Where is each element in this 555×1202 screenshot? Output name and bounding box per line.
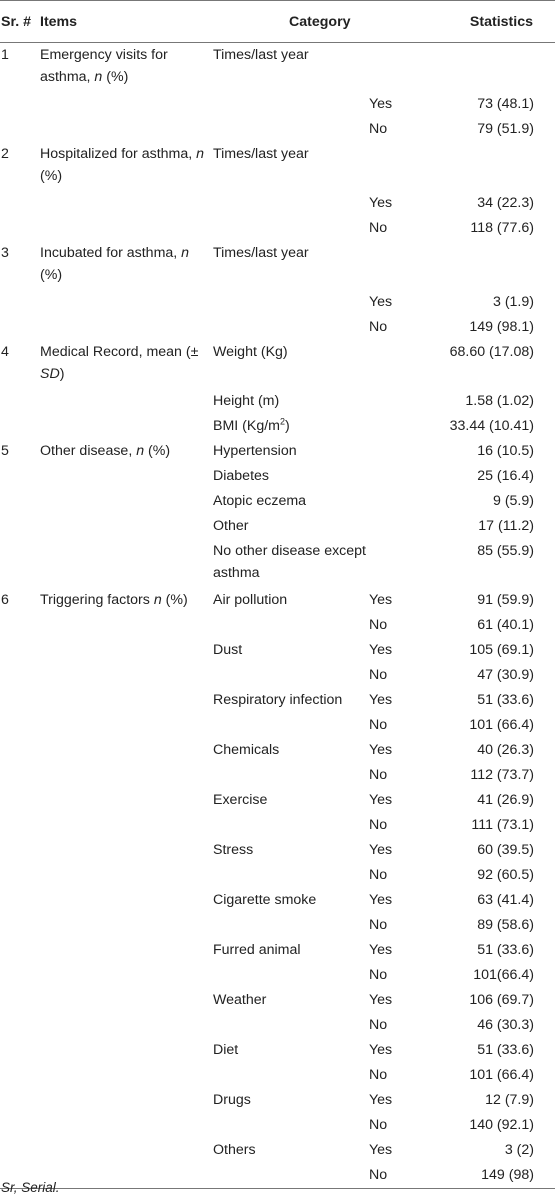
table-row — [0, 439, 555, 464]
table-row — [0, 1038, 555, 1063]
cell-sr — [0, 738, 40, 763]
cell-statistic: 101 (66.4) — [469, 717, 534, 733]
cell-category — [212, 1063, 369, 1088]
cell-response — [369, 439, 436, 464]
cell-sr — [0, 1013, 40, 1038]
cell-item — [40, 938, 212, 963]
cell-response: Yes — [369, 1142, 393, 1158]
cell-category — [212, 241, 369, 290]
item-label: Medical Record, mean (± — [40, 344, 199, 360]
cell-statistic: 3 (2) — [504, 1142, 534, 1158]
cell-response: No — [369, 917, 388, 933]
cell-category — [212, 938, 369, 963]
cell-statistic: 41 (26.9) — [477, 792, 534, 808]
table-row — [0, 913, 555, 938]
cell-response: No — [369, 717, 388, 733]
table-row — [0, 938, 555, 963]
table-row — [0, 489, 555, 514]
cell-category — [212, 838, 369, 863]
cell-statistic: 118 (77.6) — [470, 220, 534, 236]
cell-category — [212, 788, 369, 813]
table-row — [0, 216, 555, 241]
cell-item — [40, 888, 212, 913]
cell-category — [212, 191, 369, 216]
cell-response: No — [369, 1067, 388, 1083]
cell-statistic: 106 (69.7) — [469, 992, 534, 1008]
category-label: Diabetes — [213, 468, 269, 484]
category-label: No other disease except asthma — [213, 543, 367, 581]
cell-sr — [0, 414, 40, 439]
category-superscript: 2 — [280, 416, 286, 427]
category-label: Diet — [213, 1042, 239, 1058]
cell-response — [369, 464, 436, 489]
item-label: Triggering factors — [40, 592, 154, 608]
cell-item — [40, 489, 212, 514]
cell-response — [369, 539, 436, 588]
cell-statistic: 34 (22.3) — [477, 195, 534, 211]
cell-statistic: 33.44 (10.41) — [449, 418, 534, 434]
cell-statistic: 79 (51.9) — [477, 121, 534, 137]
cell-statistic: 91 (59.9) — [477, 592, 534, 608]
category-label: Hypertension — [213, 443, 297, 459]
cell-item — [40, 713, 212, 738]
cell-sr: 5 — [1, 443, 9, 459]
cell-category — [212, 1113, 369, 1138]
cell-statistic: 46 (30.3) — [477, 1017, 534, 1033]
cell-sr — [0, 938, 40, 963]
cell-statistic: 140 (92.1) — [469, 1117, 534, 1133]
item-stat-symbol: n — [196, 146, 205, 162]
cell-category — [212, 1038, 369, 1063]
table-row — [0, 788, 555, 813]
cell-sr — [0, 988, 40, 1013]
cell-response — [369, 414, 436, 439]
header-category: Category — [212, 1, 436, 43]
cell-response: No — [369, 817, 388, 833]
cell-item — [40, 988, 212, 1013]
cell-statistic: 101(66.4) — [473, 967, 534, 983]
cell-category — [212, 863, 369, 888]
item-stat-symbol: n — [153, 592, 162, 608]
item-label: Incubated for asthma, — [40, 245, 182, 261]
cell-response: Yes — [369, 892, 393, 908]
header-row — [0, 1, 555, 43]
cell-response: No — [369, 867, 388, 883]
category-label: Respiratory infection — [213, 692, 343, 708]
cell-sr — [0, 663, 40, 688]
cell-category — [212, 340, 369, 389]
category-label: Height (m) — [213, 393, 280, 409]
table-row — [0, 1163, 555, 1189]
item-stat-symbol: n — [181, 245, 190, 261]
cell-category — [212, 489, 369, 514]
category-label: Air pollution — [213, 592, 288, 608]
category-label: Atopic eczema — [213, 493, 307, 509]
cell-statistic: 73 (48.1) — [477, 96, 534, 112]
item-stat-symbol: n — [136, 443, 145, 459]
category-label: Others — [213, 1142, 256, 1158]
cell-statistic: 40 (26.3) — [477, 742, 534, 758]
cell-sr — [0, 963, 40, 988]
cell-sr — [0, 863, 40, 888]
item-label-tail: (%) — [40, 267, 63, 283]
table-body — [0, 43, 555, 1189]
cell-sr — [0, 1113, 40, 1138]
cell-item — [40, 1013, 212, 1038]
cell-sr — [0, 1038, 40, 1063]
cell-item — [40, 315, 212, 340]
cell-statistic: 1.58 (1.02) — [465, 393, 534, 409]
table-row — [0, 888, 555, 913]
cell-sr: 2 — [1, 146, 9, 162]
cell-category — [212, 1013, 369, 1038]
cell-statistic: 149 (98) — [436, 1163, 555, 1189]
item-label-tail: (%) — [161, 592, 188, 608]
cell-item — [40, 191, 212, 216]
table-row — [0, 763, 555, 788]
cell-statistic: 63 (41.4) — [477, 892, 534, 908]
cell-category — [212, 1163, 369, 1189]
cell-response — [369, 340, 436, 389]
category-label: Weight (Kg) — [213, 344, 288, 360]
cell-sr — [0, 613, 40, 638]
cell-category — [212, 913, 369, 938]
cell-category — [212, 1088, 369, 1113]
cell-item — [40, 1113, 212, 1138]
cell-statistic: 89 (58.6) — [477, 917, 534, 933]
cell-response: Yes — [369, 692, 393, 708]
cell-item — [40, 290, 212, 315]
table-row — [0, 1063, 555, 1088]
header-statistics: Statistics — [436, 1, 555, 43]
cell-sr — [0, 216, 40, 241]
cell-category — [212, 315, 369, 340]
cell-item — [40, 142, 212, 191]
header-sr: Sr. # — [0, 1, 40, 43]
item-label: Hospitalized for asthma, — [40, 146, 197, 162]
cell-statistic: 17 (11.2) — [478, 518, 534, 534]
cell-response — [369, 241, 436, 290]
cell-item — [40, 613, 212, 638]
cell-item — [40, 1163, 212, 1189]
category-label: Other — [213, 518, 249, 534]
item-stat-symbol: SD — [40, 366, 60, 382]
table-row — [0, 1088, 555, 1113]
cell-category — [212, 117, 369, 142]
cell-sr — [0, 638, 40, 663]
cell-sr — [0, 813, 40, 838]
table-row — [0, 315, 555, 340]
cell-item — [40, 838, 212, 863]
cell-statistic: 61 (40.1) — [477, 617, 534, 633]
table-row — [0, 191, 555, 216]
cell-sr — [0, 464, 40, 489]
cell-response: Yes — [369, 1092, 393, 1108]
cell-response: Yes — [369, 592, 393, 608]
cell-category — [212, 514, 369, 539]
cell-item — [40, 963, 212, 988]
table-row — [0, 738, 555, 763]
cell-item — [40, 813, 212, 838]
category-label: Exercise — [213, 792, 268, 808]
cell-statistic — [436, 142, 555, 191]
table-row — [0, 92, 555, 117]
item-label-tail: (%) — [102, 69, 129, 85]
cell-response — [369, 489, 436, 514]
cell-statistic — [436, 43, 555, 93]
cell-item — [40, 92, 212, 117]
cell-item — [40, 763, 212, 788]
cell-item — [40, 1063, 212, 1088]
category-label: Weather — [213, 992, 267, 1008]
category-label: Drugs — [213, 1092, 251, 1108]
cell-response: No — [369, 1163, 436, 1189]
cell-category — [212, 389, 369, 414]
cell-item — [40, 539, 212, 588]
cell-item — [40, 464, 212, 489]
cell-response: Yes — [369, 195, 393, 211]
table-row — [0, 713, 555, 738]
cell-statistic: 92 (60.5) — [477, 867, 534, 883]
cell-statistic — [436, 241, 555, 290]
cell-category — [212, 663, 369, 688]
table-row — [0, 988, 555, 1013]
cell-sr: 6 — [1, 592, 9, 608]
cell-item — [40, 414, 212, 439]
table-row — [0, 613, 555, 638]
cell-sr — [0, 713, 40, 738]
table-row — [0, 663, 555, 688]
cell-response — [369, 514, 436, 539]
cell-statistic: 111 (73.1) — [471, 817, 534, 833]
cell-item — [40, 514, 212, 539]
cell-item — [40, 663, 212, 688]
cell-item — [40, 638, 212, 663]
cell-sr — [0, 117, 40, 142]
cell-statistic: 85 (55.9) — [477, 543, 534, 559]
cell-response: No — [369, 319, 388, 335]
cell-item — [40, 117, 212, 142]
cell-item — [40, 738, 212, 763]
table-row — [0, 1138, 555, 1163]
item-label: Other disease, — [40, 443, 137, 459]
cell-response: No — [369, 667, 388, 683]
cell-sr — [0, 489, 40, 514]
cell-sr — [0, 92, 40, 117]
table-row — [0, 514, 555, 539]
cell-category — [212, 290, 369, 315]
cell-sr — [0, 763, 40, 788]
header-items: Items — [40, 1, 212, 43]
cell-response — [369, 43, 436, 93]
cell-sr — [0, 514, 40, 539]
category-label: BMI (Kg/m — [213, 418, 281, 434]
cell-category — [212, 414, 369, 439]
cell-statistic: 149 (98.1) — [469, 319, 534, 335]
cell-category — [212, 763, 369, 788]
item-label: Emergency visits for asthma, — [40, 47, 168, 85]
cell-sr — [0, 1063, 40, 1088]
cell-sr — [0, 315, 40, 340]
cell-response: Yes — [369, 992, 393, 1008]
cell-response: No — [369, 967, 388, 983]
cell-sr — [0, 838, 40, 863]
table-row — [0, 838, 555, 863]
category-label: Stress — [213, 842, 254, 858]
cell-category — [212, 439, 369, 464]
item-label-tail: ) — [59, 366, 65, 382]
cell-statistic: 101 (66.4) — [469, 1067, 534, 1083]
cell-category — [212, 43, 369, 93]
table-row — [0, 813, 555, 838]
cell-category — [212, 713, 369, 738]
cell-item — [40, 389, 212, 414]
table-row — [0, 1013, 555, 1038]
cell-item — [40, 43, 212, 93]
cell-sr — [0, 1088, 40, 1113]
table-row — [0, 588, 555, 613]
cell-category — [212, 888, 369, 913]
cell-statistic: 60 (39.5) — [477, 842, 534, 858]
cell-category — [212, 613, 369, 638]
table-footnote: Sr, Serial. — [1, 1180, 60, 1195]
table-row — [0, 638, 555, 663]
cell-sr: 1 — [1, 47, 9, 63]
cell-category — [212, 638, 369, 663]
table-row — [0, 43, 555, 93]
cell-response: Yes — [369, 742, 393, 758]
cell-item — [40, 340, 212, 389]
cell-item — [40, 1038, 212, 1063]
table-row — [0, 117, 555, 142]
cell-item — [40, 439, 212, 464]
cell-response: Yes — [369, 96, 393, 112]
cell-statistic: 112 (73.7) — [470, 767, 534, 783]
cell-item — [40, 241, 212, 290]
cell-statistic: 25 (16.4) — [477, 468, 534, 484]
cell-statistic: 105 (69.1) — [469, 642, 534, 658]
cell-sr — [0, 688, 40, 713]
category-label: Dust — [213, 642, 243, 658]
cell-sr — [0, 539, 40, 588]
cell-response: No — [369, 1017, 388, 1033]
cell-sr — [0, 389, 40, 414]
cell-statistic: 51 (33.6) — [477, 1042, 534, 1058]
cell-sr: 4 — [1, 344, 9, 360]
table-row — [0, 539, 555, 588]
category-label: Times/last year — [213, 146, 309, 162]
cell-category — [212, 539, 369, 588]
cell-response: Yes — [369, 942, 393, 958]
cell-category — [212, 216, 369, 241]
cell-item — [40, 688, 212, 713]
table-header — [0, 1, 555, 43]
cell-item — [40, 788, 212, 813]
cell-response: Yes — [369, 642, 393, 658]
table-row — [0, 290, 555, 315]
category-label: Chemicals — [213, 742, 280, 758]
cell-sr — [0, 1138, 40, 1163]
cell-response: No — [369, 1117, 388, 1133]
cell-response: Yes — [369, 842, 393, 858]
table-row — [0, 963, 555, 988]
cell-statistic: 16 (10.5) — [477, 443, 534, 459]
category-label-tail: ) — [285, 418, 290, 434]
cell-sr — [0, 888, 40, 913]
cell-statistic: 51 (33.6) — [477, 692, 534, 708]
cell-statistic: 12 (7.9) — [485, 1092, 534, 1108]
item-label-tail: (%) — [144, 443, 171, 459]
cell-statistic: 51 (33.6) — [477, 942, 534, 958]
cell-item — [40, 588, 212, 613]
cell-sr: 3 — [1, 245, 9, 261]
cell-category — [212, 738, 369, 763]
cell-item — [40, 216, 212, 241]
category-label: Cigarette smoke — [213, 892, 317, 908]
item-label-tail: (%) — [40, 168, 63, 184]
cell-statistic: 3 (1.9) — [492, 294, 534, 310]
item-stat-symbol: n — [94, 69, 103, 85]
cell-response: Yes — [369, 294, 393, 310]
cell-category — [212, 464, 369, 489]
category-label: Times/last year — [213, 245, 309, 261]
table-row — [0, 340, 555, 389]
cell-statistic: 47 (30.9) — [477, 667, 534, 683]
cell-response: Yes — [369, 1042, 393, 1058]
cell-category — [212, 963, 369, 988]
cell-response — [369, 389, 436, 414]
table-row — [0, 464, 555, 489]
cell-response: No — [369, 767, 388, 783]
cell-category — [212, 1138, 369, 1163]
table-row — [0, 142, 555, 191]
cell-item — [40, 1138, 212, 1163]
table-row — [0, 863, 555, 888]
cell-item — [40, 863, 212, 888]
cell-category — [212, 813, 369, 838]
table-row — [0, 414, 555, 439]
cell-category — [212, 92, 369, 117]
cell-response — [369, 142, 436, 191]
cell-statistic: 9 (5.9) — [492, 493, 534, 509]
table-row — [0, 1113, 555, 1138]
cell-category — [212, 988, 369, 1013]
cell-response: No — [369, 121, 388, 137]
cell-sr — [0, 913, 40, 938]
cell-sr — [0, 191, 40, 216]
category-label: Times/last year — [213, 47, 309, 63]
cell-category — [212, 142, 369, 191]
cell-sr — [0, 290, 40, 315]
cell-statistic: 68.60 (17.08) — [449, 344, 534, 360]
table-row — [0, 688, 555, 713]
cell-response: No — [369, 220, 388, 236]
cell-category — [212, 688, 369, 713]
table-row — [0, 389, 555, 414]
cell-sr — [0, 788, 40, 813]
cell-category — [212, 588, 369, 613]
category-label: Furred animal — [213, 942, 301, 958]
table-row — [0, 241, 555, 290]
cell-response: Yes — [369, 792, 393, 808]
cell-item — [40, 1088, 212, 1113]
cell-response: No — [369, 617, 388, 633]
cell-item — [40, 913, 212, 938]
